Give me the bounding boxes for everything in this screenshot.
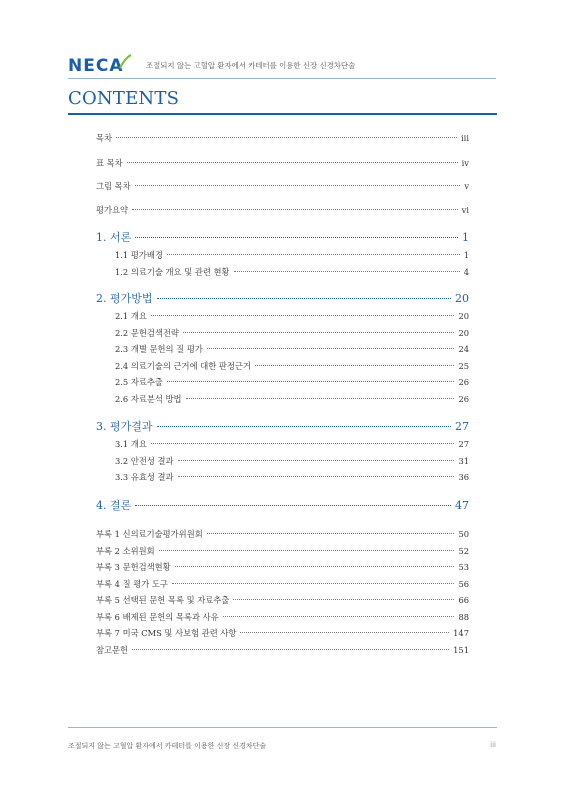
toc-appendix-page: 88 (458, 612, 469, 622)
toc-chapter[interactable] (96, 418, 469, 434)
title-divider (68, 113, 497, 115)
footer-title: 조절되지 않는 고혈압 환자에서 카테터를 이용한 신장 신경차단술 (68, 742, 267, 750)
toc-appendix[interactable] (96, 627, 469, 639)
toc-leader (157, 426, 452, 427)
toc-leader (207, 348, 455, 349)
page-header (68, 56, 508, 76)
toc-chapter[interactable] (96, 497, 469, 513)
toc-appendix-page: 53 (458, 562, 469, 572)
toc-entry-label: 목차 (96, 133, 113, 143)
toc-subentry-page: 26 (458, 377, 469, 387)
toc-leader (175, 566, 455, 567)
toc-chapter-label: 4. 결론 (96, 499, 132, 512)
toc-entry-page: v (464, 181, 469, 191)
footer-divider (68, 727, 497, 728)
toc-subentry-label: 2.2 문헌검색전략 (115, 328, 179, 338)
page-title: CONTENTS (68, 88, 180, 109)
toc-appendix-label: 부록 3 문헌검색현황 (96, 562, 171, 572)
toc-leader (132, 649, 449, 650)
toc-subentry[interactable] (96, 249, 469, 261)
toc-leader (178, 476, 455, 477)
toc-appendix-label: 부록 6 배제된 문헌의 목록과 사유 (96, 612, 219, 622)
toc-entry-page: vi (461, 205, 469, 215)
toc-appendix-label: 부록 4 질 평가 도구 (96, 579, 168, 589)
toc-appendix[interactable] (96, 578, 469, 590)
toc-subentry-page: 25 (458, 361, 469, 371)
toc-leader (172, 583, 455, 584)
toc-chapter-label: 2. 평가방법 (96, 292, 153, 305)
toc-leader (167, 254, 460, 255)
toc-leader (234, 271, 460, 272)
toc-appendix[interactable] (96, 611, 469, 623)
toc-chapter-page: 1 (462, 231, 469, 244)
toc-leader (135, 505, 451, 506)
toc-entry[interactable] (96, 157, 469, 169)
toc-subentry-page: 36 (458, 472, 469, 482)
toc-subentry-label: 2.6 자료분석 방법 (115, 394, 182, 404)
toc-chapter-label: 1. 서론 (96, 231, 132, 244)
toc-leader (135, 237, 458, 238)
toc-subentry-page: 1 (463, 250, 469, 260)
footer-page-number: iii (490, 741, 496, 749)
toc-subentry-label: 1.2 의료기술 개요 및 관련 현황 (115, 267, 230, 277)
toc-subentry-label: 3.1 개요 (115, 439, 147, 449)
toc-leader (233, 599, 454, 600)
toc-appendix-label: 부록 2 소위원회 (96, 546, 155, 556)
toc-chapter-page: 27 (455, 420, 469, 433)
toc-leader (127, 162, 458, 163)
toc-subentry-label: 3.3 유효성 결과 (115, 472, 174, 482)
toc-leader (223, 616, 455, 617)
toc-subentry-label: 1.1 평가배경 (115, 250, 163, 260)
toc-entry-page: iii (461, 133, 469, 143)
toc-leader (178, 460, 455, 461)
toc-subentry[interactable] (96, 327, 469, 339)
toc-subentry-page: 20 (458, 328, 469, 338)
toc-appendix-page: 66 (458, 595, 469, 605)
toc-appendix[interactable] (96, 561, 469, 573)
header-title: 조절되지 않는 고혈압 환자에서 카테터를 이용한 신장 신경차단술 (146, 61, 356, 70)
toc-appendix-page: 52 (458, 546, 469, 556)
toc-subentry[interactable] (96, 438, 469, 450)
toc-chapter[interactable] (96, 229, 469, 245)
toc-appendix-page: 56 (458, 579, 469, 589)
toc-chapter-page: 47 (455, 499, 469, 512)
toc-entry-page: iv (461, 158, 469, 168)
toc-leader (132, 209, 458, 210)
toc-appendix-label: 부록 7 미국 CMS 및 사보험 관련 사항 (96, 628, 237, 638)
toc-entry-label: 표 목차 (96, 158, 123, 168)
toc-appendix-label: 참고문헌 (96, 645, 129, 655)
logo-swoosh-icon (118, 54, 132, 70)
toc-chapter-label: 3. 평가결과 (96, 420, 153, 433)
header-divider (68, 78, 496, 79)
toc-entry-label: 그림 목차 (96, 181, 131, 191)
toc-appendix-page: 147 (453, 628, 469, 638)
toc-appendix-page: 151 (453, 645, 469, 655)
toc-subentry[interactable] (96, 376, 469, 388)
toc-leader (167, 381, 455, 382)
toc-appendix-label: 부록 5 선택된 문헌 목록 및 자료추출 (96, 595, 230, 605)
toc-subentry-page: 26 (458, 394, 469, 404)
toc-leader (255, 365, 454, 366)
toc-subentry-label: 2.1 개요 (115, 311, 147, 321)
toc-entry-label: 평가요약 (96, 205, 129, 215)
toc-subentry-label: 2.5 자료추출 (115, 377, 163, 387)
toc-subentry-page: 20 (458, 311, 469, 321)
toc-leader (116, 137, 457, 138)
toc-subentry-page: 31 (458, 456, 469, 466)
toc-subentry-label: 2.4 의료기술의 근거에 대한 판정근거 (115, 361, 251, 371)
toc-subentry[interactable] (96, 266, 469, 278)
toc-subentry[interactable] (96, 471, 469, 483)
toc-leader (183, 332, 455, 333)
toc-appendix[interactable] (96, 644, 469, 656)
toc-leader (157, 298, 452, 299)
toc-leader (151, 443, 455, 444)
toc-subentry[interactable] (96, 360, 469, 372)
toc-subentry-page: 4 (463, 267, 469, 277)
toc-entry[interactable] (96, 132, 469, 144)
toc-appendix-label: 부록 1 신의료기술평가위원회 (96, 529, 203, 539)
toc-chapter-page: 20 (455, 292, 469, 305)
toc-leader (240, 632, 449, 633)
toc-chapter[interactable] (96, 290, 469, 306)
toc-leader (207, 533, 455, 534)
toc-appendix[interactable] (96, 545, 469, 557)
toc-subentry-label: 2.3 개별 문헌의 질 평가 (115, 344, 203, 354)
neca-logo: NECA (68, 56, 124, 76)
toc-subentry[interactable] (96, 343, 469, 355)
toc-subentry-page: 27 (458, 439, 469, 449)
toc-subentry[interactable] (96, 393, 469, 405)
toc-subentry[interactable] (96, 455, 469, 467)
toc-leader (186, 398, 455, 399)
toc-entry[interactable] (96, 180, 469, 192)
toc-leader (159, 550, 455, 551)
toc-leader (151, 315, 455, 316)
toc-appendix-page: 50 (458, 529, 469, 539)
toc-subentry-page: 24 (458, 344, 469, 354)
toc-leader (135, 185, 461, 186)
toc-appendix[interactable] (96, 594, 469, 606)
toc-entry[interactable] (96, 204, 469, 216)
toc-subentry[interactable] (96, 310, 469, 322)
toc-appendix[interactable] (96, 528, 469, 540)
toc-subentry-label: 3.2 안전성 결과 (115, 456, 174, 466)
